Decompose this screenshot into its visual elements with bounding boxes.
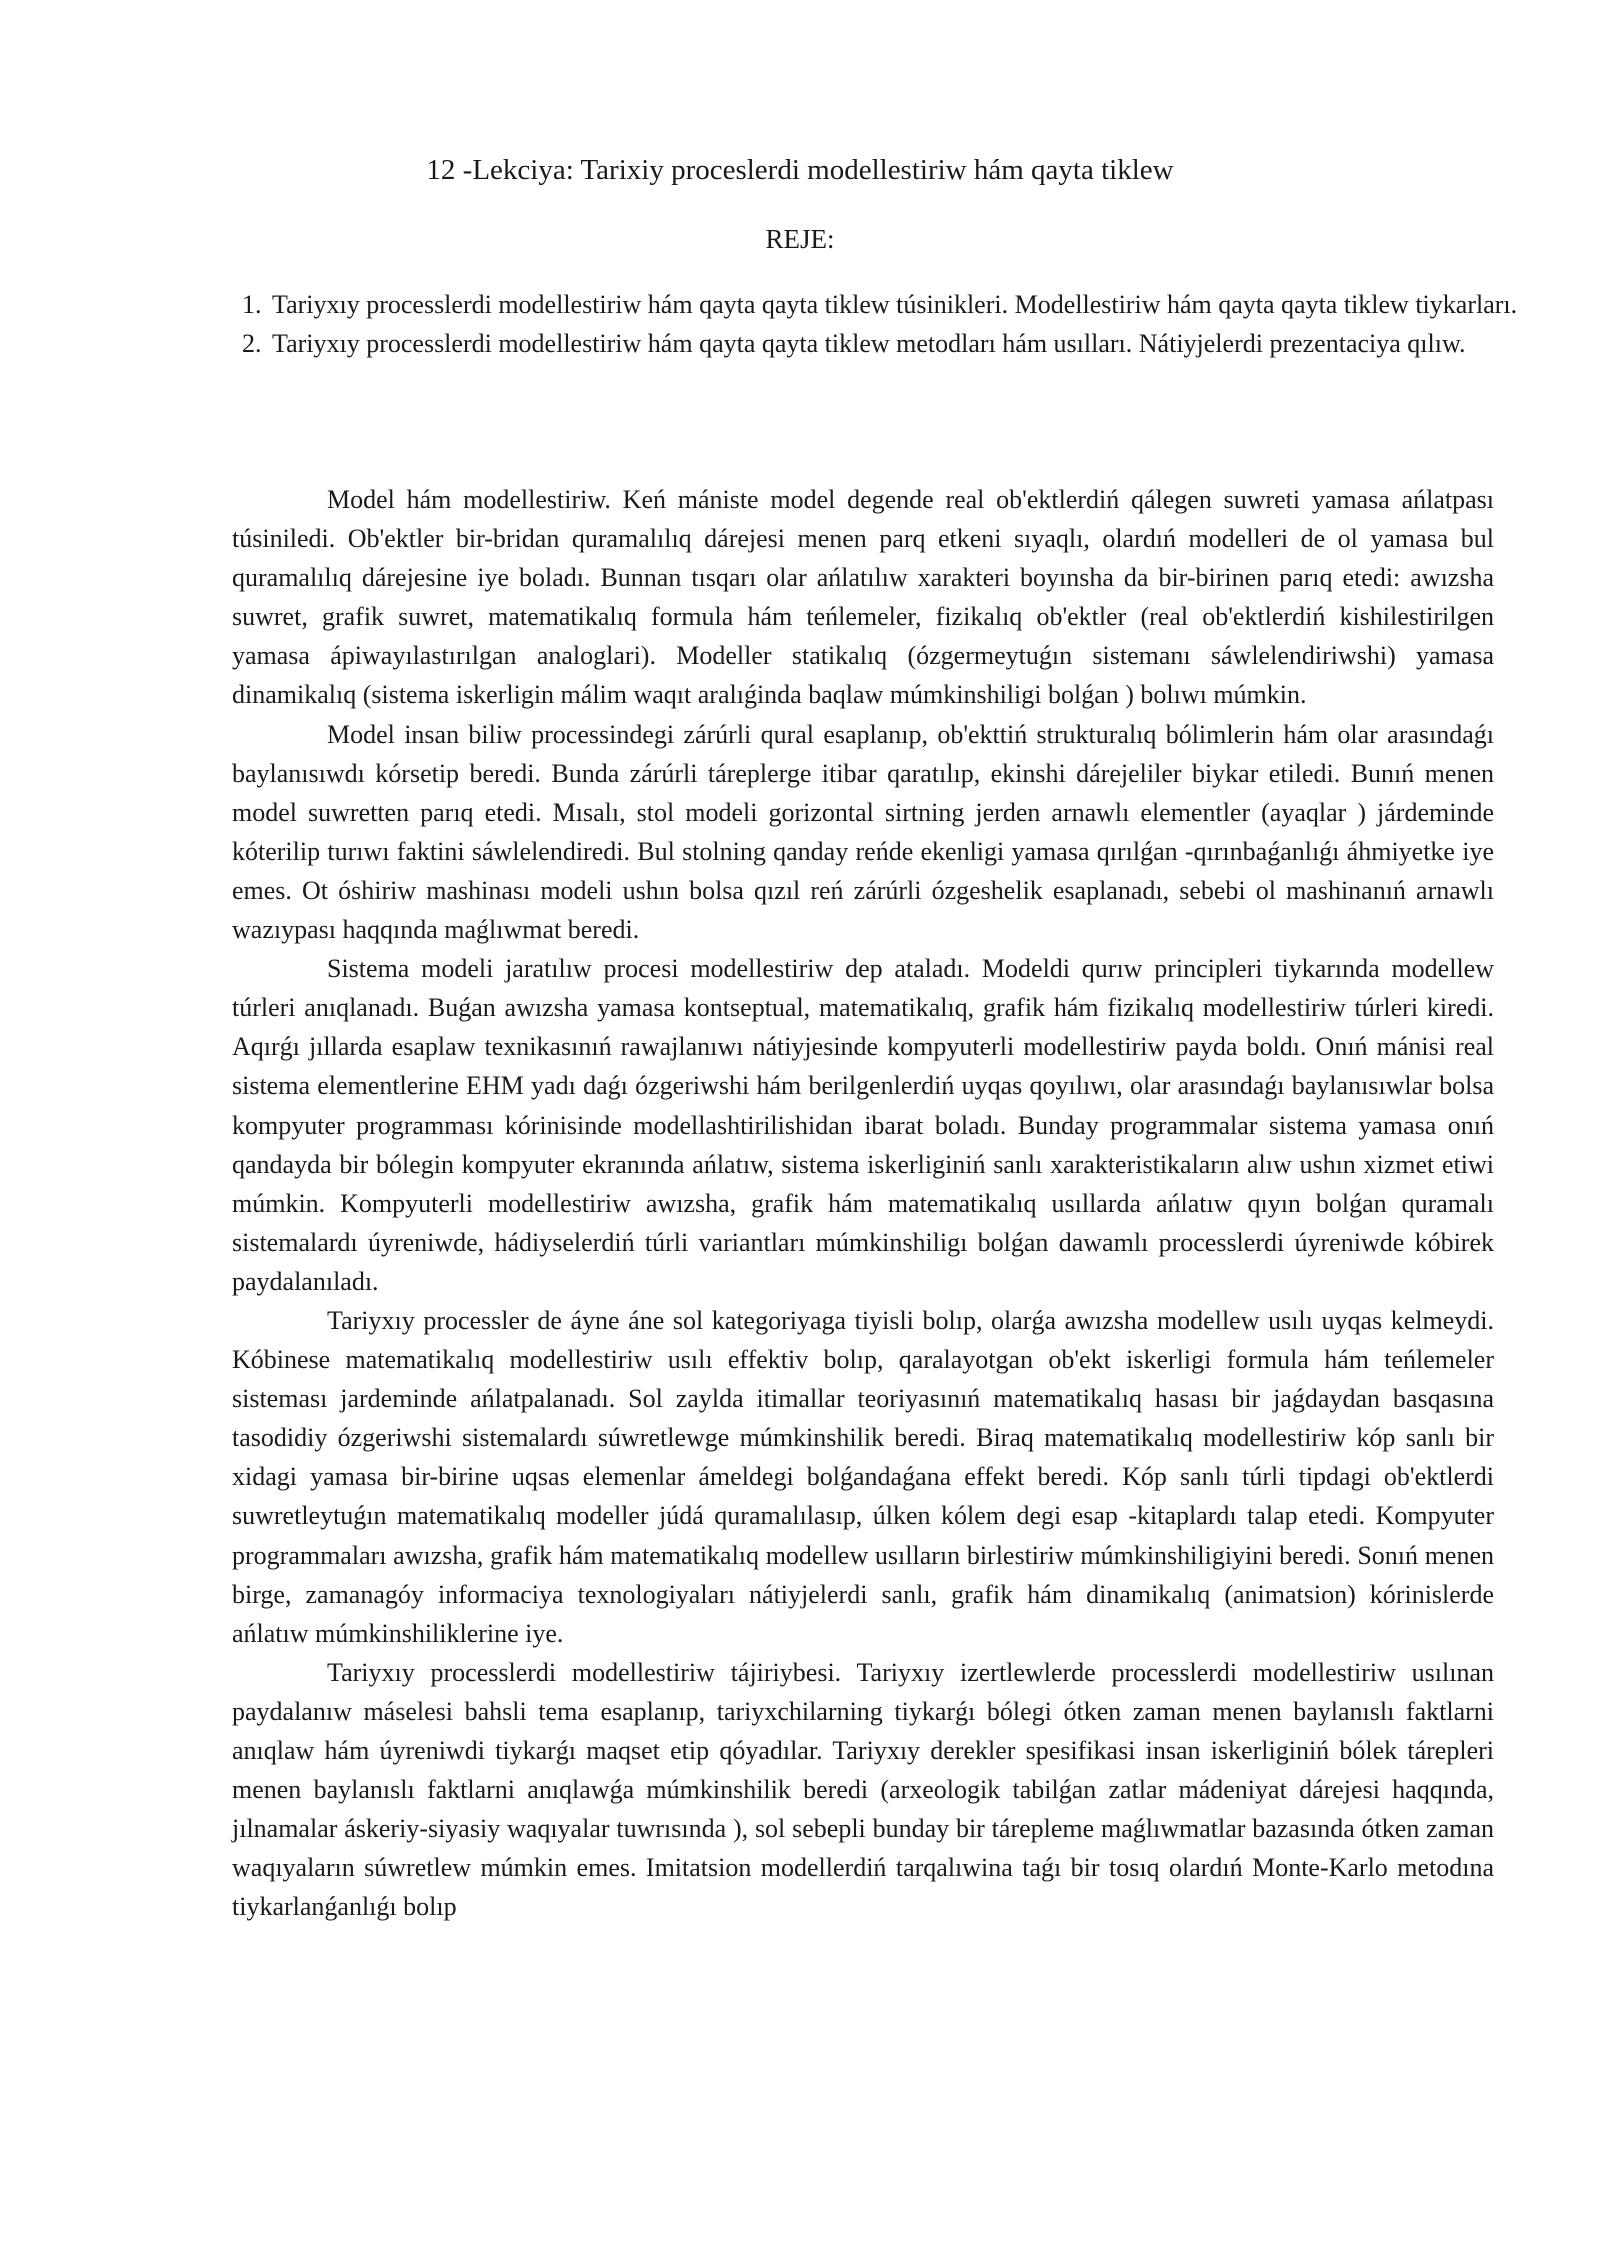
lecture-body	[232, 480, 1494, 1926]
paragraph: Sistema modeli jaratılıw procesi modellestiriw dep ataladı. Modeldi qurıw principleri tiykarında modellew túrleri anıqlanadı. Buǵan awızsha yamasa kontseptual, matematikalıq, grafik hám fizikalıq modellestiriw túrleri kiredi. Aqırǵı jıllarda esaplaw texnikasınıń rawajlanıwı nátiyjesinde kompyuterli modellestiriw payda boldı. Onıń mánisi real sistema elementlerine EHM yadı daǵı ózgeriwshi hám berilgenlerdiń uyqas qoyılıwı, olar arasındaǵı baylanısıwlar bolsa kompyuter programması kórinisinde modellashtirilishidan ibarat boladı. Bunday programmalar sistema yamasa onıń qandayda bir bólegin kompyuter ekranında ańlatıw, sistema iskerliginiń sanlı xarakteristikaların alıw ushın xizmet etiwi múmkin. Kompyuterli modellestiriw awızsha, grafik hám matematikalıq usıllarda ańlatıw qıyın bolǵan quramalı sistemalardı úyreniwde, hádiyselerdiń túrli variantları múmkinshiligı bolǵan dawamlı processlerdi úyreniwde kóbirek paydalanıladı.	[232, 954, 1494, 1296]
paragraph: Tariyxıy processler de áyne áne sol kategoriyaga tiyisli bolıp, olarǵa awızsha modellew usılı uyqas kelmeydi. Kóbinese matematikalıq modellestiriw usılı effektiv bolıp, qaralayotgan ob'ekt iskerligi formula hám teńlemeler sisteması jardeminde ańlatpalanadı. Sol zaylda itimallar teoriyasınıń matematikalıq hasası bir jaǵdaydan basqasına tasodidiy ózgeriwshi sistemalardı súwretlewge múmkinshilik beredi. Biraq matematikalıq modellestiriw kóp sanlı bir xidagi yamasa bir-birine uqsas elemenlar ámeldegi bolǵandaǵana effekt beredi. Kóp sanlı túrli tipdagi ob'ektlerdi suwretleytuǵın matematikalıq modeller júdá quramalılasıp, úlken kólem degi esap -kitaplardı talap etedi. Kompyuter programmaları awızsha, grafik hám matematikalıq modellew usılların birlestiriw múmkinshiligiyini beredi. Sonıń menen birge, zamanagóy informaciya texnologiyaları nátiyjelerdi sanlı, grafik hám dinamikalıq (animatsion) kórinislerde ańlatıw múmkinshiliklerine iye.	[232, 1305, 1494, 1648]
paragraph: Tariyxıy processlerdi modellestiriw tájiriybesi. Tariyxıy izertlewlerde processlerdi modellestiriw usılınan paydalanıw máselesi bahsli tema esaplanıp, tariyxchilarning tiykarǵı bólegi ótken zaman menen baylanıslı faktlarni anıqlaw hám úyreniwdi tiykarǵı maqset etip qóyadılar. Tariyxıy derekler spesifikasi insan iskerliginiń bólek tárepleri menen baylanıslı faktlarni anıqlawǵa múmkinshilik beredi (arxeologik tabilǵan zatlar mádeniyat dárejesi haqqında, jılnamalar áskeriy-siyasiy waqıyalar tuwrısında ), sol sebepli bunday bir tárepleme maǵlıwmatlar bazasında ótken zaman waqıyaların súwretlew múmkin emes. Imitatsion modellerdiń tarqalıwina taǵı bir tosıq olardıń Monte-Karlo metodına tiykarlanǵanlıǵı bolıp	[232, 1657, 1494, 1922]
paragraph: Model insan biliw processindegi zárúrli qural esaplanıp, ob'ekttiń strukturalıq bólimlerin hám olar arasındaǵı baylanısıwdı kórsetip beredi. Bunda zárúrli táreplerge itibar qaratılıp, ekinshi dárejeliler biykar etiledi. Bunıń menen model suwretten parıq etedi. Mısalı, stol modeli gorizontal sirtning jerden arnawlı elementler (ayaqlar ) járdeminde kóterilip turıwı faktini sáwlelendiredi. Bul stolning qanday reńde ekenligi yamasa qırılǵan -qırınbaǵanlıǵı áhmiyetke iye emes. Ot óshiriw mashinası modeli ushın bolsa qızıl reń zárúrli ózgeshelik esaplanadı, sebebi ol mashinanıń arnawlı wazıypası haqqında maǵlıwmat beredi.	[232, 719, 1494, 945]
lecture-title: 12 -Lekciya: Tarixiy proceslerdi modellestiriw hám qayta tiklew	[426, 154, 1174, 186]
plan-list	[232, 285, 1528, 363]
paragraph: Model hám modellestiriw. Keń mániste model degende real ob'ektlerdiń qálegen suwreti yamasa ańlatpası túsiniledi. Ob'ektler bir-bridan quramalılıq dárejesi menen parq etkeni sıyaqlı, olardıń modelleri de ol yamasa bul quramalılıq dárejesine iye boladı. Bunnan tısqarı olar ańlatılıw xarakteri boyınsha da bir-birinen parıq etedi: awızsha suwret, grafik suwret, matematikalıq formula hám teńlemeler, fizikalıq ob'ektler (real ob'ektlerdiń kishilestirilgen yamasa ápiwayılastırılgan analoglari). Modeller statikalıq (ózgermeytuǵın sistemanı sáwlelendiriwshi) yamasa dinamikalıq (sistema iskerligin málim waqıt aralıǵinda baqlaw múmkinshiligi bolǵan ) bolıwı múmkin.	[232, 485, 1494, 710]
plan-item: 2. Tariyxıy processlerdi modellestiriw hám qayta qayta tiklew metodları hám usılları. Nátiyjelerdi prezentaciya qılıw.	[268, 324, 1528, 363]
plan-heading: REJE:	[765, 224, 835, 254]
plan-item: 1. Tariyxıy processlerdi modellestiriw hám qayta qayta tiklew túsinikleri. Modellestiriw hám qayta qayta tiklew tiykarları.	[268, 285, 1528, 324]
